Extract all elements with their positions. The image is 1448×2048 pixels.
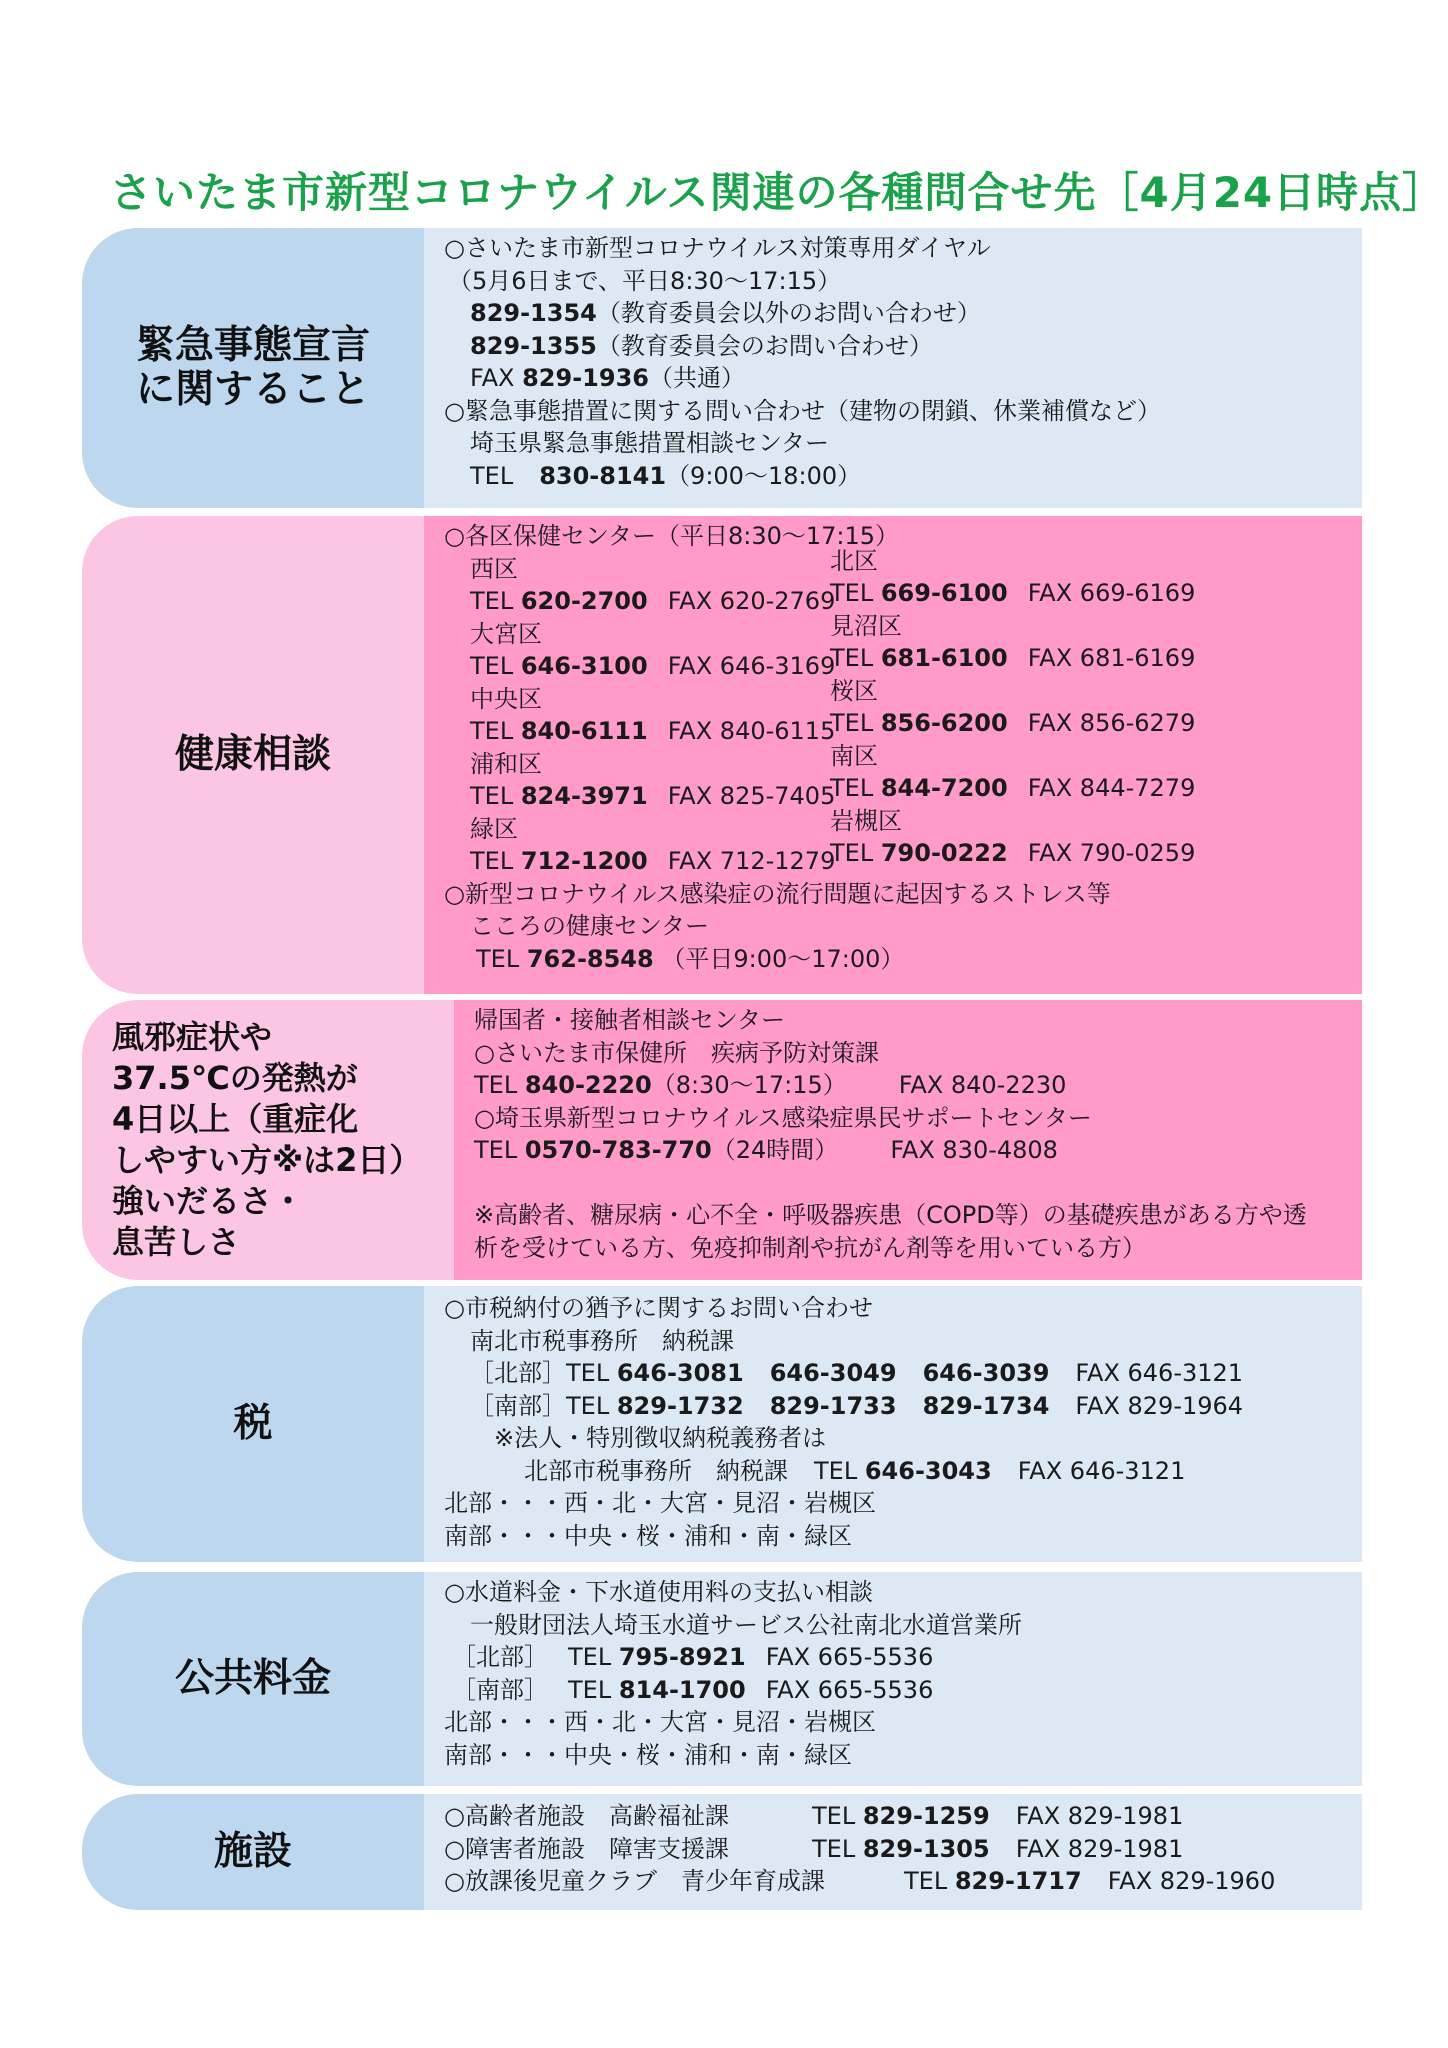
ward-phone: TEL 712-1200 FAX 712-1279 — [470, 847, 836, 875]
text-line: （5月6日まで、平日8:30～17:15） — [448, 266, 842, 295]
section-emergency — [82, 228, 1362, 508]
section-label — [82, 516, 424, 994]
section-label — [82, 1286, 424, 1562]
phone-line: ［南部］TEL 829-1732 829-1733 829-1734 FAX 829-1964 — [470, 1391, 1244, 1420]
ward-phone: TEL 844-7200 FAX 844-7279 — [830, 774, 1196, 802]
section-utility — [82, 1572, 1362, 1786]
section-content — [424, 516, 1362, 994]
ward-name: 浦和区 — [470, 749, 542, 778]
label-line: 37.5℃の発熱が — [112, 1059, 358, 1097]
ward-phone: TEL 646-3100 FAX 646-3169 — [470, 652, 836, 680]
phone-line: TEL 830-8141（9:00～18:00） — [470, 461, 862, 490]
section-fever — [82, 1000, 1362, 1280]
section-label — [82, 228, 424, 508]
text-line: ○新型コロナウイルス感染症の流行問題に起因するストレス等 — [444, 879, 1111, 908]
text-line: 南部・・・中央・桜・浦和・南・緑区 — [444, 1521, 852, 1550]
section-content — [424, 1286, 1362, 1562]
text-line: ○各区保健センター（平日8:30～17:15） — [444, 522, 900, 550]
section-tax — [82, 1286, 1362, 1562]
label-line: 風邪症状や — [112, 1018, 273, 1056]
text-line: ○さいたま市保健所 疾病予防対策課 — [474, 1038, 879, 1067]
facility-row: ○放課後児童クラブ 青少年育成課 TEL 829-1717 FAX 829-1960 — [444, 1867, 1276, 1895]
phone-line: 829-1355（教育委員会のお問い合わせ） — [470, 331, 933, 360]
ward-name: 見沼区 — [830, 611, 902, 640]
text-line: ○市税納付の猶予に関するお問い合わせ — [444, 1294, 873, 1322]
note-line: 析を受けている方、免疫抑制剤や抗がん剤等を用いている方） — [474, 1233, 1146, 1262]
label-line: しやすい方※は2日） — [112, 1141, 422, 1179]
page-title: さいたま市新型コロナウイルス関連の各種問合せ先［4月24日時点］ — [110, 168, 1446, 217]
label-line: 税 — [233, 1401, 273, 1447]
ward-phone: TEL 840-6111 FAX 840-6115 — [470, 717, 836, 745]
section-label — [82, 1572, 424, 1786]
note-line: ※法人・特別徴収納税義務者は — [494, 1424, 827, 1452]
ward-name: 桜区 — [830, 676, 878, 705]
phone-number: 829-1355 — [470, 331, 597, 360]
phone-line: TEL 840-2220（8:30～17:15） FAX 840-2230 — [474, 1071, 1067, 1099]
facility-row: ○高齢者施設 高齢福祉課 TEL 829-1259 FAX 829-1981 — [444, 1802, 1184, 1830]
ward-column-right — [830, 545, 1196, 878]
fax-line: FAX 829-1936（共通） — [470, 364, 745, 392]
label-line: 4日以上（重症化 — [112, 1100, 359, 1138]
ward-phone: TEL 681-6100 FAX 681-6169 — [830, 644, 1196, 672]
phone-number: 829-1354 — [470, 299, 597, 327]
label-line: 公共料金 — [174, 1656, 331, 1702]
ward-phone: TEL 824-3971 FAX 825-7405 — [470, 782, 836, 810]
text-line: 北部・・・西・北・大宮・見沼・岩槻区 — [444, 1708, 876, 1736]
label-line: 緊急事態宣言 — [135, 323, 370, 369]
text-line: 一般財団法人埼玉水道サービス公社南北水道営業所 — [470, 1610, 1022, 1639]
facility-row: ○障害者施設 障害支援課 TEL 829-1305 FAX 829-1981 — [444, 1834, 1184, 1863]
section-label — [82, 1794, 424, 1910]
phone-number: 830-8141 — [539, 461, 667, 490]
section-label — [82, 1000, 454, 1280]
ward-name: 西区 — [470, 554, 518, 583]
label-line: 息苦しさ — [112, 1223, 241, 1261]
label-line: 強いだるさ・ — [112, 1182, 305, 1220]
phone-line: 829-1354（教育委員会以外のお問い合わせ） — [470, 299, 981, 327]
ward-name: 北区 — [830, 546, 878, 575]
text-line: ○埼玉県新型コロナウイルス感染症県民サポートセンター — [474, 1103, 1092, 1132]
text-line: ○緊急事態措置に関する問い合わせ（建物の閉鎖、休業補償など） — [444, 396, 1161, 425]
text-line: ○水道料金・下水道使用料の支払い相談 — [444, 1578, 873, 1606]
ward-name: 中央区 — [470, 684, 542, 713]
ward-name: 大宮区 — [470, 619, 542, 648]
phone-line: 北部市税事務所 納税課 TEL 646-3043 FAX 646-3121 — [524, 1456, 1186, 1485]
phone-line: ［北部］TEL 646-3081 646-3049 646-3039 FAX 646-3121 — [470, 1359, 1244, 1387]
ward-columns — [444, 546, 1362, 878]
section-content — [424, 1794, 1362, 1910]
phone-line: ［北部］ TEL 795-8921 FAX 665-5536 — [452, 1643, 934, 1671]
note-line: ※高齢者、糖尿病・心不全・呼吸器疾患（COPD等）の基礎疾患がある方や透 — [474, 1201, 1307, 1229]
section-facility — [82, 1794, 1362, 1910]
section-content — [424, 1572, 1362, 1786]
text-line: 埼玉県緊急事態措置相談センター — [470, 429, 830, 457]
phone-line: TEL 0570-783-770（24時間） FAX 830-4808 — [474, 1136, 1058, 1164]
ward-name: 南区 — [830, 741, 878, 770]
ward-phone: TEL 790-0222 FAX 790-0259 — [830, 839, 1196, 867]
ward-name: 岩槻区 — [830, 806, 902, 835]
text-line: 南部・・・中央・桜・浦和・南・緑区 — [444, 1740, 852, 1769]
ward-name: 緑区 — [470, 814, 518, 843]
text-line: ○さいたま市新型コロナウイルス対策専用ダイヤル — [444, 234, 991, 262]
text-line: 南北市税事務所 納税課 — [470, 1326, 734, 1355]
ward-column-left — [444, 553, 836, 878]
section-content — [424, 228, 1362, 508]
text-line: 帰国者・接触者相談センター — [474, 1006, 786, 1034]
section-content — [454, 1000, 1362, 1280]
text-line: こころの健康センター — [470, 912, 710, 940]
text-line: 北部・・・西・北・大宮・見沼・岩槻区 — [444, 1489, 876, 1517]
label-line: 健康相談 — [174, 732, 331, 778]
label-line: に関すること — [135, 367, 370, 412]
fax-number: 829-1936 — [522, 364, 649, 392]
phone-line: ［南部］ TEL 814-1700 FAX 665-5536 — [452, 1675, 934, 1704]
ward-phone: TEL 669-6100 FAX 669-6169 — [830, 579, 1196, 607]
ward-phone: TEL 856-6200 FAX 856-6279 — [830, 709, 1196, 737]
section-health — [82, 516, 1362, 994]
ward-phone: TEL 620-2700 FAX 620-2769 — [470, 587, 836, 615]
label-line: 施設 — [213, 1829, 292, 1875]
phone-line: TEL 762-8548 （平日9:00～17:00） — [476, 944, 905, 973]
